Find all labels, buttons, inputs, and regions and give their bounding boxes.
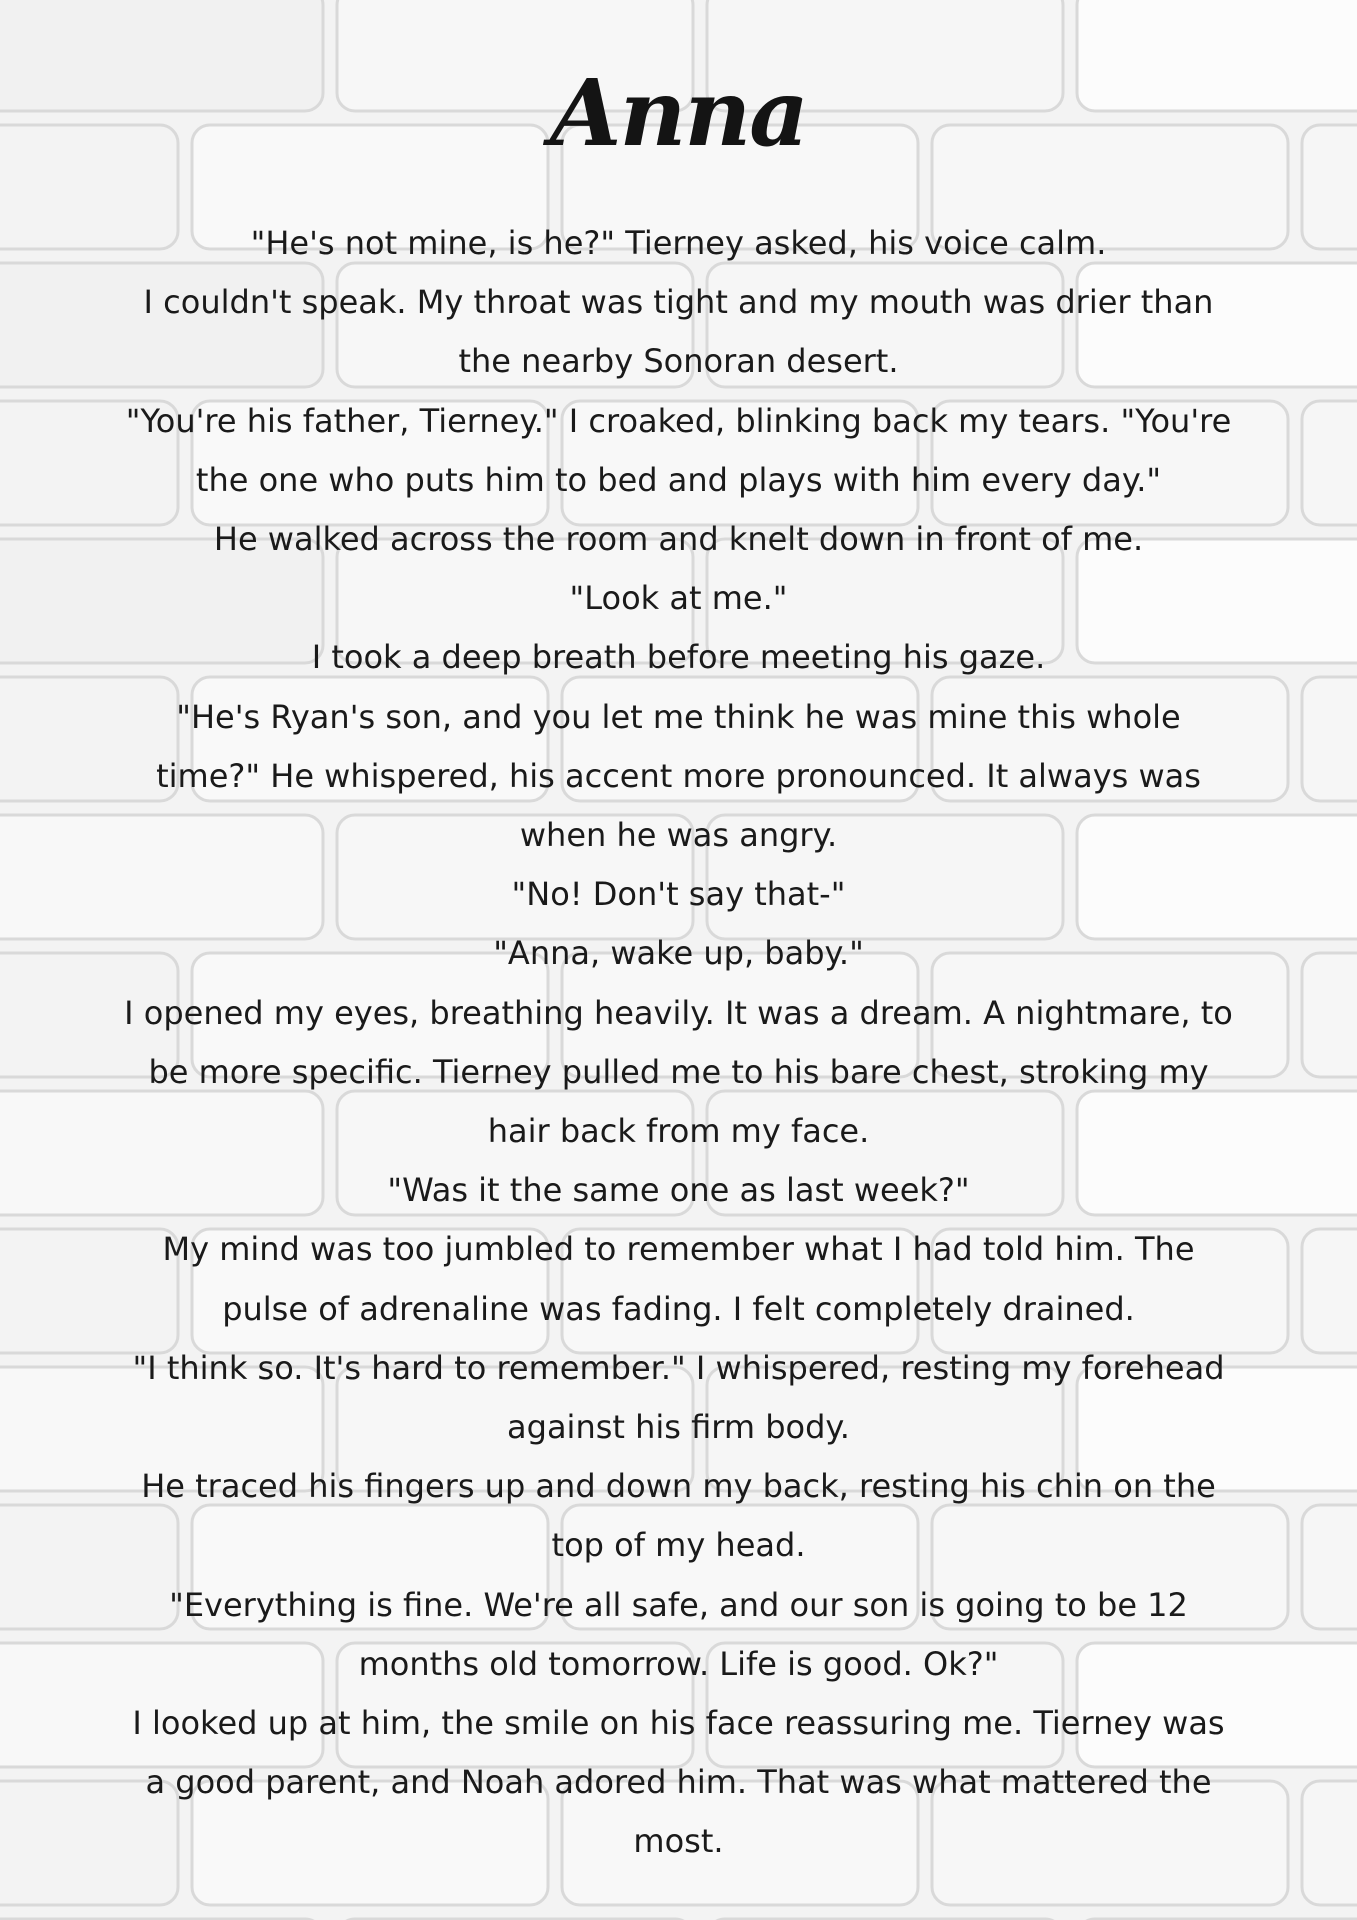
paragraph: "Everything is fine. We're all safe, and our son is going to be 12 months old tomorrow. Life is good. Ok?" <box>169 1585 1188 1683</box>
paragraph: I couldn't speak. My throat was tight and my mouth was drier than the nearby Sonoran desert. <box>143 283 1214 381</box>
paragraph: "I think so. It's hard to remember." I whispered, resting my forehead against his firm body. <box>132 1348 1225 1447</box>
paragraph: "Look at me." <box>569 579 788 618</box>
paragraph: He walked across the room and knelt down in front of me. <box>213 520 1144 559</box>
paragraph: I took a deep breath before meeting his gaze. <box>311 638 1046 677</box>
brick <box>1302 1505 1357 1629</box>
paragraph: He traced his fingers up and down my back, resting his chin on the top of my head. <box>141 1467 1216 1565</box>
brick <box>1302 953 1357 1077</box>
paragraph: "He's Ryan's son, and you let me think he was mine this whole time?" He whispered, his accent more pronounced. It always was when he was angry. <box>156 697 1201 855</box>
story-body <box>120 214 1237 1872</box>
paragraph: My mind was too jumbled to remember what I had told him. The pulse of adrenaline was fading. I felt completely drained. <box>162 1230 1195 1328</box>
brick <box>1302 401 1357 525</box>
brick <box>1302 1781 1357 1905</box>
chapter-title: Anna <box>550 59 807 167</box>
paragraph: "Anna, wake up, baby." <box>493 934 864 973</box>
paragraph: "You're his father, Tierney." I croaked, blinking back my tears. "You're the one who puts him to bed and plays with him every day." <box>125 401 1232 499</box>
paragraph: I looked up at him, the smile on his face reassuring me. Tierney was a good parent, and Noah adored him. That was what mattered the most. <box>132 1704 1225 1861</box>
paragraph: "Was it the same one as last week?" <box>387 1171 970 1210</box>
paragraph: "He's not mine, is he?" Tierney asked, his voice calm. <box>250 224 1107 262</box>
paragraph: "No! Don't say that-" <box>511 875 846 914</box>
paragraph: I opened my eyes, breathing heavily. It was a dream. A nightmare, to be more specific. Tierney pulled me to his bare chest, stroking my hair back from my face. <box>124 993 1233 1151</box>
brick <box>1302 1229 1357 1353</box>
brick <box>1302 677 1357 801</box>
